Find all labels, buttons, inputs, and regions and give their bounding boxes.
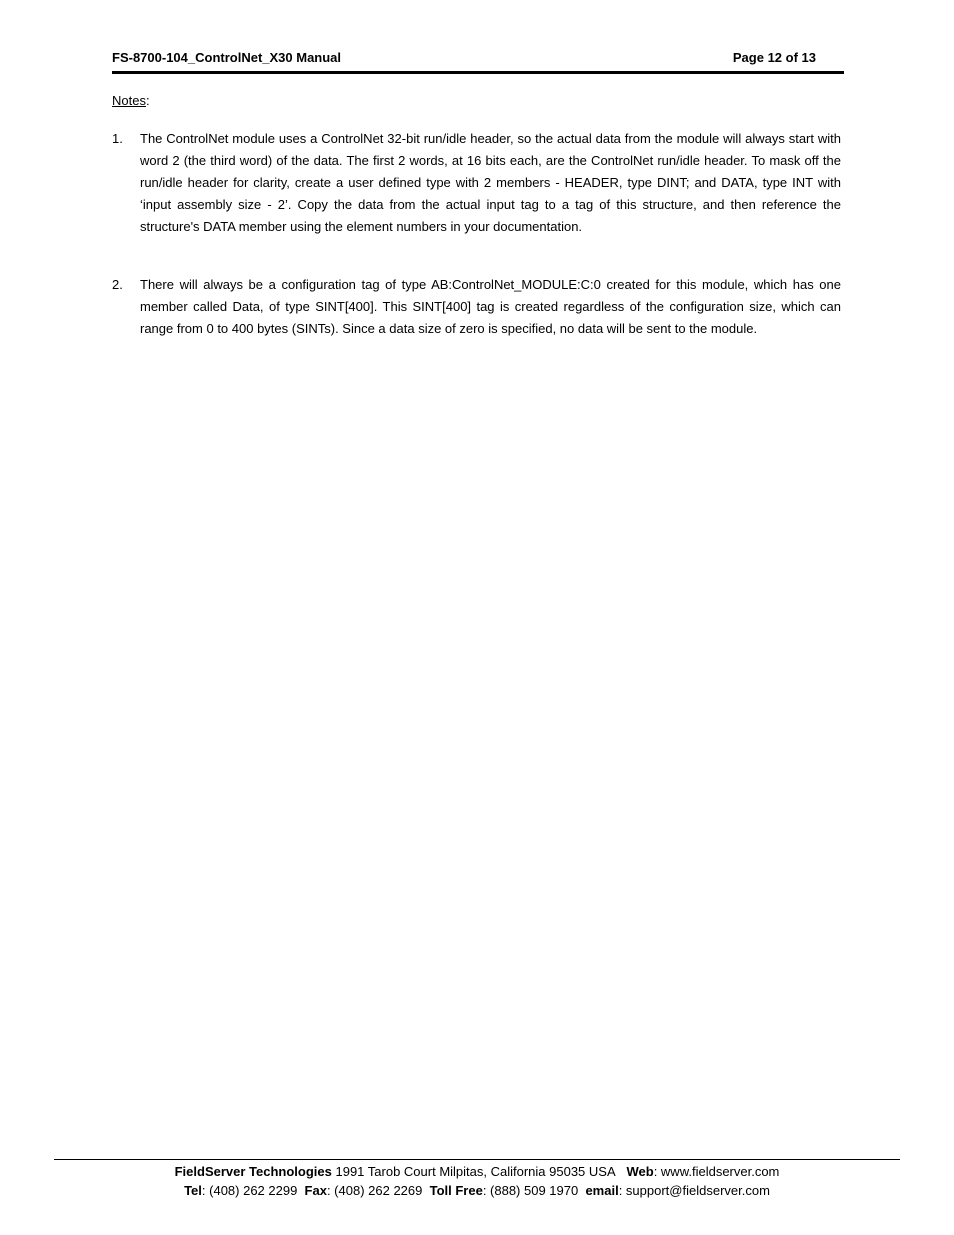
document-title: FS-8700-104_ControlNet_X30 Manual xyxy=(112,50,342,65)
notes-heading-colon: : xyxy=(145,93,150,108)
footer-line-2 xyxy=(54,1181,900,1200)
note-number: 2. xyxy=(112,277,123,292)
note-text: There will always be a configuration tag of type AB:ControlNet_MODULE:C:0 created for this module, which has one member called Data, of type SINT[400]. This SINT[400] tag is created regardless of the configuration size, which can range from 0 to 400 bytes (SINTs). Since a data size of zero is specified, no data will be sent to the module. xyxy=(140,277,841,336)
page-number: Page 12 of 13 xyxy=(732,50,816,65)
footer-email-label: email xyxy=(585,1183,619,1198)
footer-line-1 xyxy=(54,1162,900,1181)
footer-address: 1991 Tarob Court Milpitas, California 95035 USA xyxy=(331,1164,616,1179)
footer-web-label: Web xyxy=(626,1164,654,1179)
footer-tollfree-label: Toll Free xyxy=(429,1183,483,1198)
footer-tollfree: : (888) 509 1970 xyxy=(482,1183,579,1198)
note-item xyxy=(112,128,841,238)
page-header xyxy=(112,50,844,68)
notes-heading-label: Notes xyxy=(112,93,146,108)
note-text: The ControlNet module uses a ControlNet 32-bit run/idle header, so the actual data from the module will always start with word 2 (the third word) of the data. The first 2 words, at 16 bits each, are the ControlNet run/idle header. To mask off the run/idle header for clarity, create a user defined type with 2 members - HEADER, type DINT; and DATA, type INT with ‘input assembly size - 2’. Copy the data from the actual input tag to a tag of this structure, and then reference the structure's DATA member using the element numbers in your documentation. xyxy=(140,131,841,234)
header-divider xyxy=(112,71,844,74)
notes-heading xyxy=(112,92,150,110)
footer-divider xyxy=(54,1159,900,1160)
page-footer xyxy=(54,1162,900,1200)
footer-email-link[interactable]: : support@fieldserver.com xyxy=(618,1183,770,1198)
note-item xyxy=(112,274,841,340)
footer-tel-label: Tel xyxy=(184,1183,202,1198)
footer-fax: : (408) 262 2269 xyxy=(326,1183,423,1198)
note-number: 1. xyxy=(112,131,123,146)
footer-company: FieldServer Technologies xyxy=(174,1164,332,1179)
footer-web-link[interactable]: : www.fieldserver.com xyxy=(653,1164,780,1179)
footer-tel: : (408) 262 2299 xyxy=(201,1183,298,1198)
footer-fax-label: Fax xyxy=(304,1183,327,1198)
